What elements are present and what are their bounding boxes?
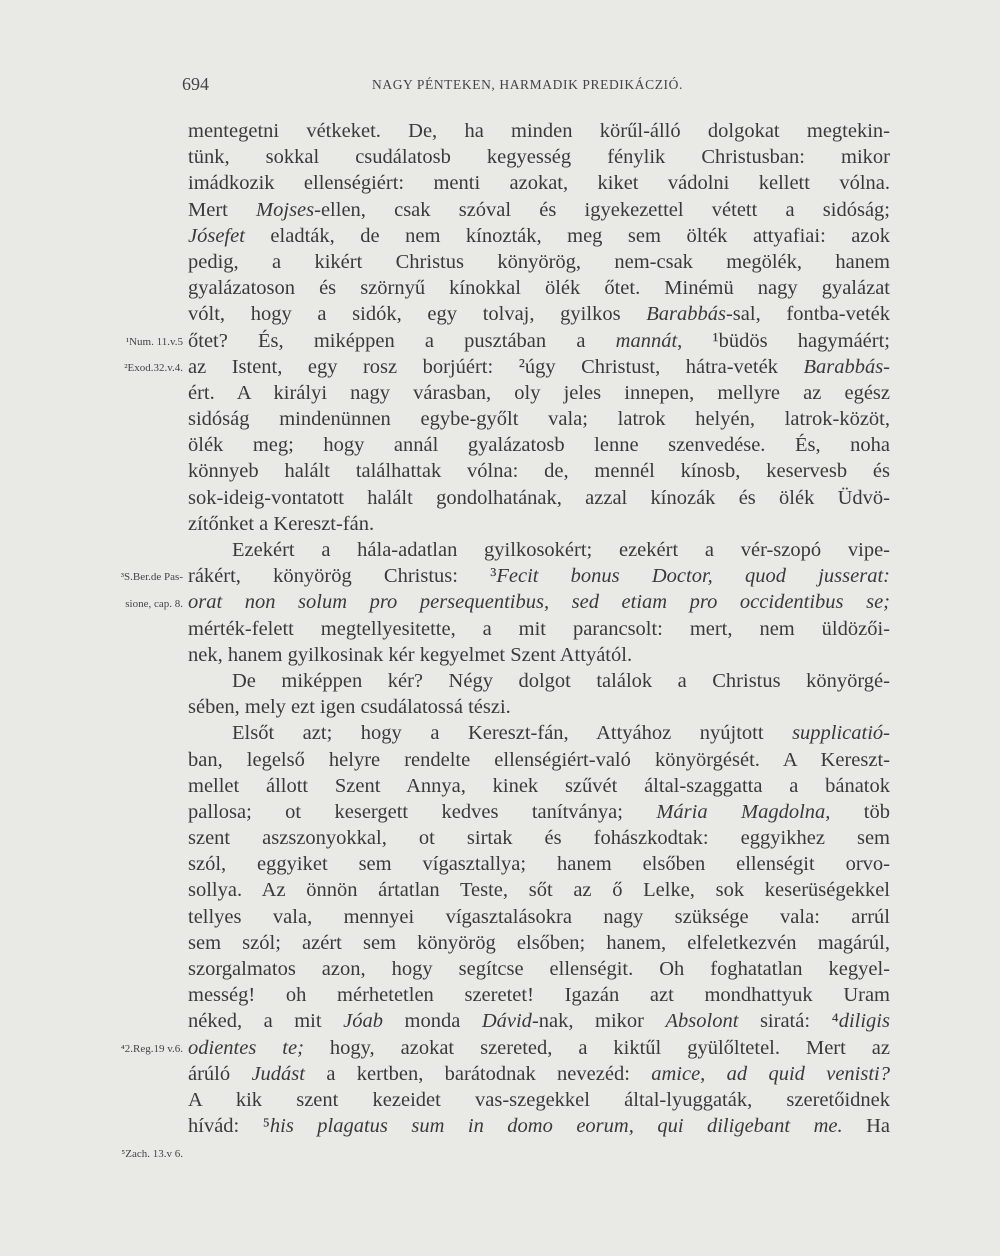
text-line: őtet? És, miképpen a pusztában a mannát, ¹büdös hagymáért; bbox=[188, 329, 890, 352]
text-line: sem szól; azért sem könyörög elsőben; hanem, elfeletkezvén magárúl, bbox=[188, 931, 890, 954]
text-line: orat non solum pro persequentibus, sed etiam pro occidentibus se; bbox=[188, 591, 890, 614]
text-line: ért. A királyi nagy várasban, oly jeles innepen, mellyre az egész bbox=[188, 381, 890, 404]
text-line: ölék meg; hogy annál gyalázatosb lenne szenvedése. És, noha bbox=[188, 434, 890, 457]
text-line: szent aszszonyokkal, ot sirtak és fohászkodtak: eggyikhez sem bbox=[188, 827, 890, 850]
text-line: mérték-felett megtellyesitette, a mit parancsolt: mert, nem üldözői- bbox=[188, 617, 890, 640]
text-line: pedig, a kikért Christus könyörög, nem-csak megölék, hanem bbox=[188, 250, 890, 273]
text-line: gyalázatoson és szörnyű kínokkal ölék őtet. Minémü nagy gyalázat bbox=[188, 277, 890, 300]
text-line: sok-ideig-vontatott halált gondolhatának, azzal kínozák és ölék Üdvö- bbox=[188, 486, 890, 509]
text-line: De miképpen kér? Négy dolgot találok a Christus könyörgé- bbox=[232, 669, 890, 692]
text-line: az Istent, egy rosz borjúért: ²úgy Christust, hátra-veték Barabbás- bbox=[188, 355, 890, 378]
text-line: hívád: ⁵his plagatus sum in domo eorum, qui diligebant me. Ha bbox=[188, 1115, 891, 1138]
margin-note: sione, cap. 8. bbox=[125, 597, 183, 610]
running-head: NAGY PÉNTEKEN, HARMADIK PREDIKÁCZIÓ. bbox=[372, 77, 683, 92]
text-line: rákért, könyörög Christus: ³Fecit bonus Doctor, quod jusserat: bbox=[188, 565, 890, 588]
text-line: Jósefet eladták, de nem kínozták, meg sem ölték attyafiai: azok bbox=[188, 224, 890, 247]
text-line: ban, legelső helyre rendelte ellenségiért-való könyörgését. A Kereszt- bbox=[188, 748, 890, 771]
text-line: odientes te; hogy, azokat szereted, a kiktűl gyülőltetel. Mert az bbox=[188, 1036, 890, 1059]
text-line: sidóság mindenünnen egybe-győlt vala; latrok helyén, latrok-közöt, bbox=[188, 408, 890, 431]
text-line: imádkozik ellenségiért: menti azokat, kiket vádolni kellett vólna. bbox=[188, 172, 890, 195]
margin-note: ⁴2.Reg.19 v.6. bbox=[120, 1043, 183, 1055]
text-line: tünk, sokkal csudálatosb kegyesség fénylik Christusban: mikor bbox=[188, 146, 890, 169]
text-line: Ezekért a hála-adatlan gyilkosokért; ezekért a vér-szopó vipe- bbox=[232, 539, 890, 561]
text-line: szól, eggyiket sem vígasztallya; hanem elsőben ellenségit orvo- bbox=[188, 853, 890, 876]
text-line: árúló Judást a kertben, barátodnak nevezéd: amice, ad quid venisti? bbox=[188, 1062, 890, 1085]
margin-note: ³S.Ber.de Pas- bbox=[120, 571, 183, 584]
text-line: könnyeb halált találhattak vólna: de, mennél kínosb, keservesb és bbox=[188, 460, 890, 483]
text-line: zítőnket a Kereszt-fán. bbox=[188, 512, 375, 535]
page-number: 694 bbox=[182, 74, 209, 94]
text-line: szorgalmatos azon, hogy segítcse ellenségit. Oh foghatatlan kegyel- bbox=[188, 958, 890, 980]
text-line: mellet állott Szent Annya, kinek szűvét által-szaggatta a bánatok bbox=[188, 774, 890, 797]
text-line: néked, a mit Jóab monda Dávid-nak, mikor Absolont siratá: ⁴diligis bbox=[188, 1010, 890, 1033]
text-line: Mert Mojses-ellen, csak szóval és igyekezettel vétett a sidóság; bbox=[188, 198, 890, 221]
margin-note: ¹Num. 11.v.5 bbox=[125, 335, 183, 348]
text-line: nek, hanem gyilkosinak kér kegyelmet Szent Attyától. bbox=[188, 643, 633, 666]
text-line: sollya. Az önnön ártatlan Teste, sőt az ő Lelke, sok keserüségekkel bbox=[188, 879, 890, 902]
text-line: Elsőt azt; hogy a Kereszt-fán, Attyához nyújtott supplicatió- bbox=[232, 722, 890, 745]
text-line: tellyes vala, mennyei vígasztalásokra nagy szüksége vala: arrúl bbox=[188, 905, 890, 928]
margin-note: ⁵Zach. 13.v 6. bbox=[121, 1147, 183, 1160]
text-line: mentegetni vétkeket. De, ha minden körűl-álló dolgokat megtekin- bbox=[188, 120, 890, 142]
body-text bbox=[188, 118, 890, 1139]
text-line: pallosa; ot kesergett kedves tanítványa; Mária Magdolna, töb bbox=[188, 800, 890, 823]
text-line: messég! oh mérhetetlen szeretet! Igazán azt mondhattyuk Uram bbox=[188, 984, 890, 1007]
margin-note: ²Exod.32.v.4. bbox=[124, 361, 183, 374]
text-line: vólt, hogy a sidók, egy tolvaj, gyilkos Barabbás-sal, fontba-veték bbox=[188, 303, 890, 326]
text-line: sében, mely ezt igen csudálatossá tészi. bbox=[188, 696, 511, 719]
text-line: A kik szent kezeidet vas-szegekkel által-lyuggaták, szeretőidnek bbox=[188, 1088, 890, 1111]
